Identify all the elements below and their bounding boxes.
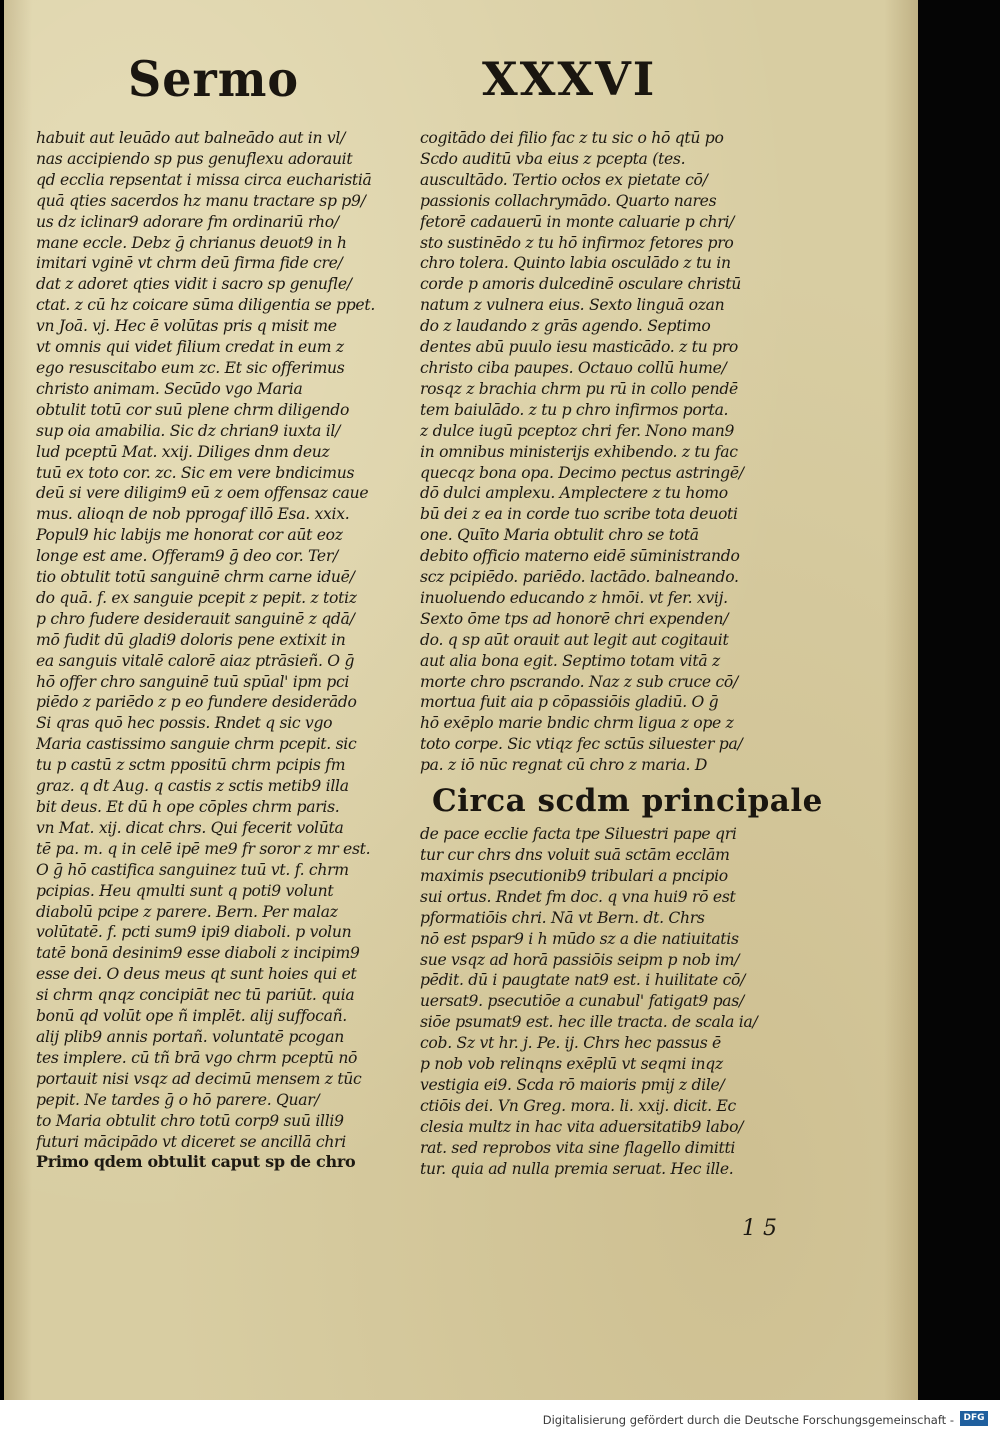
text-line: Maria castissimo sanguie chrm pcepit. sic	[36, 735, 357, 754]
right-column-top-text	[420, 128, 770, 776]
text-line: volūtatē. f. pcti sum9 ipi9 diaboli. p volun	[36, 923, 352, 942]
text-line: ego resuscitabo eum zc. Et sic offerimus	[36, 358, 345, 377]
text-line: tē pa. m. q in celē ipē me9 fr soror z mr est.	[36, 839, 371, 858]
text-line: sup oia amabilia. Sic dz chrian9 iuxta il/	[36, 421, 341, 440]
text-line: in omnibus ministerijs exhibendo. z tu fac	[420, 442, 738, 461]
right-column-bottom-text	[420, 824, 770, 1179]
text-line: maximis psecutionib9 tribulari a pncipio	[420, 866, 728, 885]
text-line: cob. Sz vt hr. j. Pe. ij. Chrs hec passus ē	[420, 1034, 721, 1053]
text-line: morte chro pscrando. Naz z sub cruce cō/	[420, 672, 738, 691]
text-line: obtulit totū cor suū plene chrm diligendo	[36, 400, 350, 419]
text-line: inuoluendo educando z hmōi. vt fer. xvij.	[420, 588, 728, 607]
text-line: habuit aut leuādo aut balneādo aut in vl/	[36, 129, 346, 147]
text-line: bonū qd volūt ope ñ implēt. alij suffocañ.	[36, 1007, 347, 1026]
text-line: ea sanguis vitalē calorē aiaz ptrāsieñ. O ḡ	[36, 651, 355, 670]
text-line: dentes abū puulo iesu masticādo. z tu pro	[420, 338, 738, 357]
text-line: bū dei z ea in corde tuo scribe tota deuoti	[420, 505, 738, 524]
text-line: mane eccle. Debz ḡ chrianus deuot9 in h	[36, 233, 347, 252]
text-line: cogitādo dei filio fac z tu sic o hō qtū po	[420, 129, 724, 147]
text-line: nō est pspar9 i h mūdo sz a die natiuitatis	[420, 929, 739, 948]
section-heading: Circa scdm principale	[432, 783, 823, 820]
text-line: hō offer chro sanguinē tuū spūal' ipm pci	[36, 672, 350, 691]
text-line: us dz iclinar9 adorare fm ordinariū rho/	[36, 212, 339, 231]
text-line: tio obtulit totū sanguinē chrm carne iduē/	[36, 568, 355, 587]
text-line: tes implere. cū tñ brā vgo chrm pceptū nō	[36, 1048, 358, 1067]
text-line: z dulce iugū pceptoz chri fer. Nono man9	[420, 421, 735, 440]
footer-credit: Digitalisierung gefördert durch die Deutsche Forschungsgemeinschaft -	[542, 1413, 954, 1427]
text-line: si chrm qnqz concipiāt nec tū pariūt. quia	[36, 986, 355, 1005]
text-line: ctat. z cū hz coicare sūma diligentia se ppet.	[36, 296, 375, 315]
text-line: p chro fudere desiderauit sanguinē z qdā/	[36, 609, 355, 628]
text-line: vt omnis qui videt filium credat in eum z	[36, 338, 344, 357]
text-line: qd ecclia repsentat i missa circa eucharistiā	[36, 170, 372, 189]
text-line: Primo qdem obtulit caput sp de chro	[36, 1152, 356, 1172]
header-numeral: XXXVI	[482, 52, 657, 106]
text-line: do. q sp aūt orauit aut legit aut cogitauit	[420, 630, 729, 649]
text-line: scz pcipiēdo. pariēdo. lactādo. balneando.	[420, 568, 739, 587]
text-line: imitari vginē vt chrm deū firma fide cre/	[36, 254, 343, 273]
dfg-logo: DFG	[960, 1411, 988, 1426]
text-line: christo animam. Secūdo vgo Maria	[36, 379, 303, 398]
text-line: nas accipiendo sp pus genuflexu adorauit	[36, 149, 353, 168]
text-line: auscultādo. Tertio ocłos ex pietate cō/	[420, 170, 708, 189]
text-line: pepit. Ne tardes ḡ o hō parere. Quar/	[36, 1090, 320, 1109]
running-header	[0, 50, 1000, 120]
text-line: graz. q dt Aug. q castis z sctis metib9 illa	[36, 777, 349, 796]
text-line: dat z adoret qties vidit i sacro sp genufle/	[36, 275, 352, 294]
text-line: chro tolera. Quinto labia osculādo z tu in	[420, 254, 731, 273]
footer-bar	[0, 1400, 1000, 1438]
text-line: pformatiōis chri. Nā vt Bern. dt. Chrs	[420, 908, 705, 927]
text-line: piēdo z pariēdo z p eo fundere desiderādo	[36, 693, 357, 712]
text-line: tatē bonā desinim9 esse diaboli z incipim9	[36, 944, 360, 963]
text-line: deū si vere diligim9 eū z oem offensaz caue	[36, 484, 369, 503]
text-line: toto corpe. Sic vtiqz fec sctūs siluester pa/	[420, 735, 743, 754]
text-line: rat. sed reprobos vita sine flagello dimitti	[420, 1138, 736, 1157]
text-line: futuri mācipādo vt diceret se ancillā chri	[36, 1132, 346, 1151]
folio-number: 1 5	[742, 1216, 777, 1241]
text-line: sui ortus. Rndet fm doc. q vna hui9 rō est	[420, 887, 736, 906]
text-line: mortua fuit aia p cōpassiōis gladiū. O ḡ	[420, 693, 719, 712]
text-line: vestigia ei9. Scda rō maioris pmij z dile/	[420, 1075, 725, 1094]
text-line: bit deus. Et dū h ope cōples chrm paris.	[36, 798, 340, 816]
text-line: natum z vulnera eius. Sexto linguā ozan	[420, 296, 725, 315]
text-line: ctiōis dei. Vn Greg. mora. li. xxij. dicit. Ec	[420, 1096, 736, 1115]
header-title: Sermo	[128, 50, 300, 108]
text-line: tur cur chrs dns voluit suā sctām ecclām	[420, 846, 730, 864]
text-line: mō fudit dū gladi9 doloris pene extixit in	[36, 630, 346, 649]
text-line: debito officio materno eidē sūministrando	[420, 547, 740, 566]
text-line: aut alia bona egit. Septimo totam vitā z	[420, 651, 720, 670]
text-line: rosqz z brachia chrm pu rū in collo pendē	[420, 379, 738, 398]
text-line: esse dei. O deus meus qt sunt hoies qui et	[36, 965, 357, 984]
text-line: pcipias. Heu qmulti sunt q poti9 volunt	[36, 881, 334, 900]
text-line: sto sustinēdo z tu hō infirmoz fetores pro	[420, 233, 734, 252]
text-line: one. Quīto Maria obtulit chro se totā	[420, 526, 699, 545]
text-line: tuū ex toto cor. zc. Sic em vere bndicimus	[36, 463, 355, 482]
text-line: O ḡ hō castifica sanguinez tuū vt. f. chrm	[36, 860, 349, 879]
text-line: corde p amoris dulcedinē osculare christū	[420, 275, 742, 294]
left-text-column	[36, 128, 381, 1173]
text-line: do quā. f. ex sanguie pcepit z pepit. z totiz	[36, 588, 357, 607]
text-line: quecqz bona opa. Decimo pectus astringē/	[420, 463, 744, 482]
text-line: christo ciba paupes. Octauo collū hume/	[420, 358, 727, 377]
text-line: dō dulci amplexu. Amplectere z tu homo	[420, 484, 728, 503]
text-line: do z laudando z grās agendo. Septimo	[420, 317, 711, 336]
text-line: lud pceptū Mat. xxij. Diliges dnm deuz	[36, 442, 330, 461]
text-line: Sexto ōme tps ad honorē chri expenden/	[420, 609, 729, 628]
text-line: clesia multz in hac vita aduersitatib9 labo/	[420, 1117, 744, 1136]
text-line: tem baiulādo. z tu p chro infirmos porta.	[420, 400, 729, 419]
text-line: portauit nisi vsqz ad decimū mensem z tūc	[36, 1069, 362, 1088]
text-line: alij plib9 annis portañ. voluntatē pcogan	[36, 1027, 344, 1046]
text-line: pēdit. dū i paugtate nat9 est. i huilitate cō/	[420, 971, 746, 990]
text-line: passionis collachrymādo. Quarto nares	[420, 191, 717, 210]
text-line: p nob vob relinqns exēplū vt seqmi inqz	[420, 1055, 723, 1074]
text-line: Popul9 hic labijs me honorat cor aūt eoz	[36, 526, 343, 545]
text-line: tu p castū z sctm ppositū chrm pcipis fm	[36, 756, 346, 775]
text-line: Si qras quō hec possis. Rndet q sic vgo	[36, 714, 333, 733]
text-line: diabolū pcipe z parere. Bern. Per malaz	[36, 902, 338, 921]
text-line: vn Joā. vj. Hec ē volūtas pris q misit me	[36, 317, 337, 336]
text-line: to Maria obtulit chro totū corp9 suū illi9	[36, 1111, 344, 1130]
text-line: vn Mat. xij. dicat chrs. Qui fecerit volūta	[36, 818, 344, 837]
text-line: siōe psumat9 est. hec ille tracta. de scala ia/	[420, 1013, 758, 1032]
text-line: fetorē cadauerū in monte caluarie p chri/	[420, 212, 735, 231]
right-text-column	[420, 128, 823, 1180]
text-line: quā qties sacerdos hz manu tractare sp p9/	[36, 191, 366, 210]
text-line: sue vsqz ad horā passiōis seipm p nob im/	[420, 950, 740, 969]
text-line: mus. alioqn de nob pprogaf illō Esa. xxix.	[36, 505, 350, 524]
text-line: de pace ecclie facta tpe Siluestri pape qri	[420, 825, 737, 844]
text-line: pa. z iō nūc regnat cū chro z maria. D	[420, 756, 708, 775]
text-line: Scdo auditū vba eius z pcepta (tes.	[420, 149, 686, 168]
text-line: hō exēplo marie bndic chrm ligua z ope z	[420, 714, 734, 733]
text-line: longe est ame. Offeram9 ḡ deo cor. Ter/	[36, 547, 338, 566]
text-line: tur. quia ad nulla premia seruat. Hec ille.	[420, 1159, 734, 1178]
binding-shadow	[918, 0, 1000, 1400]
text-line: uersat9. psecutiōe a cunabul' fatigat9 pas/	[420, 992, 744, 1011]
